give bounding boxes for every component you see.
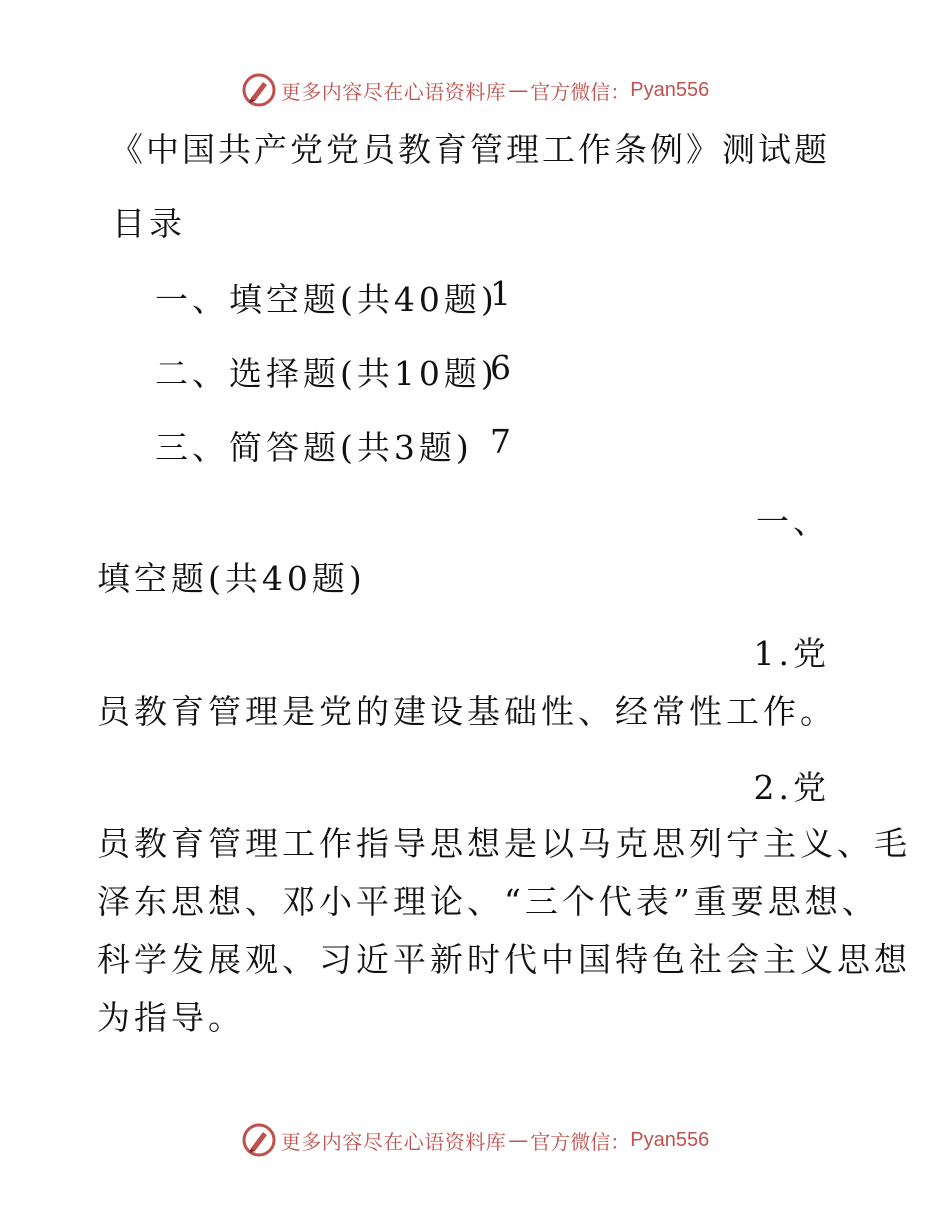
question-1-text: 员教育管理是党的建设基础性、经常性工作。 xyxy=(97,692,837,731)
pen-logo-icon xyxy=(241,72,277,108)
question-2-number: 2.党 xyxy=(753,768,830,807)
banner-separator: — xyxy=(508,1128,529,1152)
toc-item-page: 6 xyxy=(490,348,515,387)
toc-item-fill-in[interactable] xyxy=(155,274,515,321)
pen-logo-icon xyxy=(241,1122,277,1158)
question-2-text-line: 员教育管理工作指导思想是以马克思列宁主义、毛 xyxy=(97,824,911,863)
banner-wechat-label: 官方微信： xyxy=(530,79,631,104)
toc-item-label: 二、选择题(共10题) xyxy=(155,354,498,393)
question-2-text-line: 为指导。 xyxy=(97,998,245,1037)
header-banner xyxy=(0,68,950,112)
banner-wechat-id: Pyan556 xyxy=(630,1128,710,1151)
question-2-text-line: 泽东思想、邓小平理论、“三个代表”重要思想、 xyxy=(97,882,879,921)
footer-banner xyxy=(0,1118,950,1162)
banner-text: 更多内容尽在心语资料库 xyxy=(280,79,507,104)
section-number: 一、 xyxy=(756,502,830,541)
toc-item-page: 1 xyxy=(490,274,515,313)
toc-item-page: 7 xyxy=(490,422,515,461)
banner-wechat-label: 官方微信： xyxy=(530,1129,631,1154)
toc-item-label: 一、填空题(共40题) xyxy=(155,280,498,319)
banner-text: 更多内容尽在心语资料库 xyxy=(280,1129,507,1154)
toc-item-short-answer[interactable] xyxy=(155,422,515,469)
toc-heading: 目录 xyxy=(112,204,186,243)
banner-separator: — xyxy=(508,78,529,102)
toc-item-multiple-choice[interactable] xyxy=(155,348,515,395)
section-title: 填空题(共40题) xyxy=(97,559,366,598)
question-1-number: 1.党 xyxy=(753,634,830,673)
toc-item-label: 三、简答题(共3题) xyxy=(155,428,473,467)
banner-wechat-id: Pyan556 xyxy=(630,78,710,101)
document-title: 《中国共产党党员教育管理工作条例》测试题 xyxy=(110,130,830,169)
question-2-text-line: 科学发展观、习近平新时代中国特色社会主义思想 xyxy=(97,940,911,979)
